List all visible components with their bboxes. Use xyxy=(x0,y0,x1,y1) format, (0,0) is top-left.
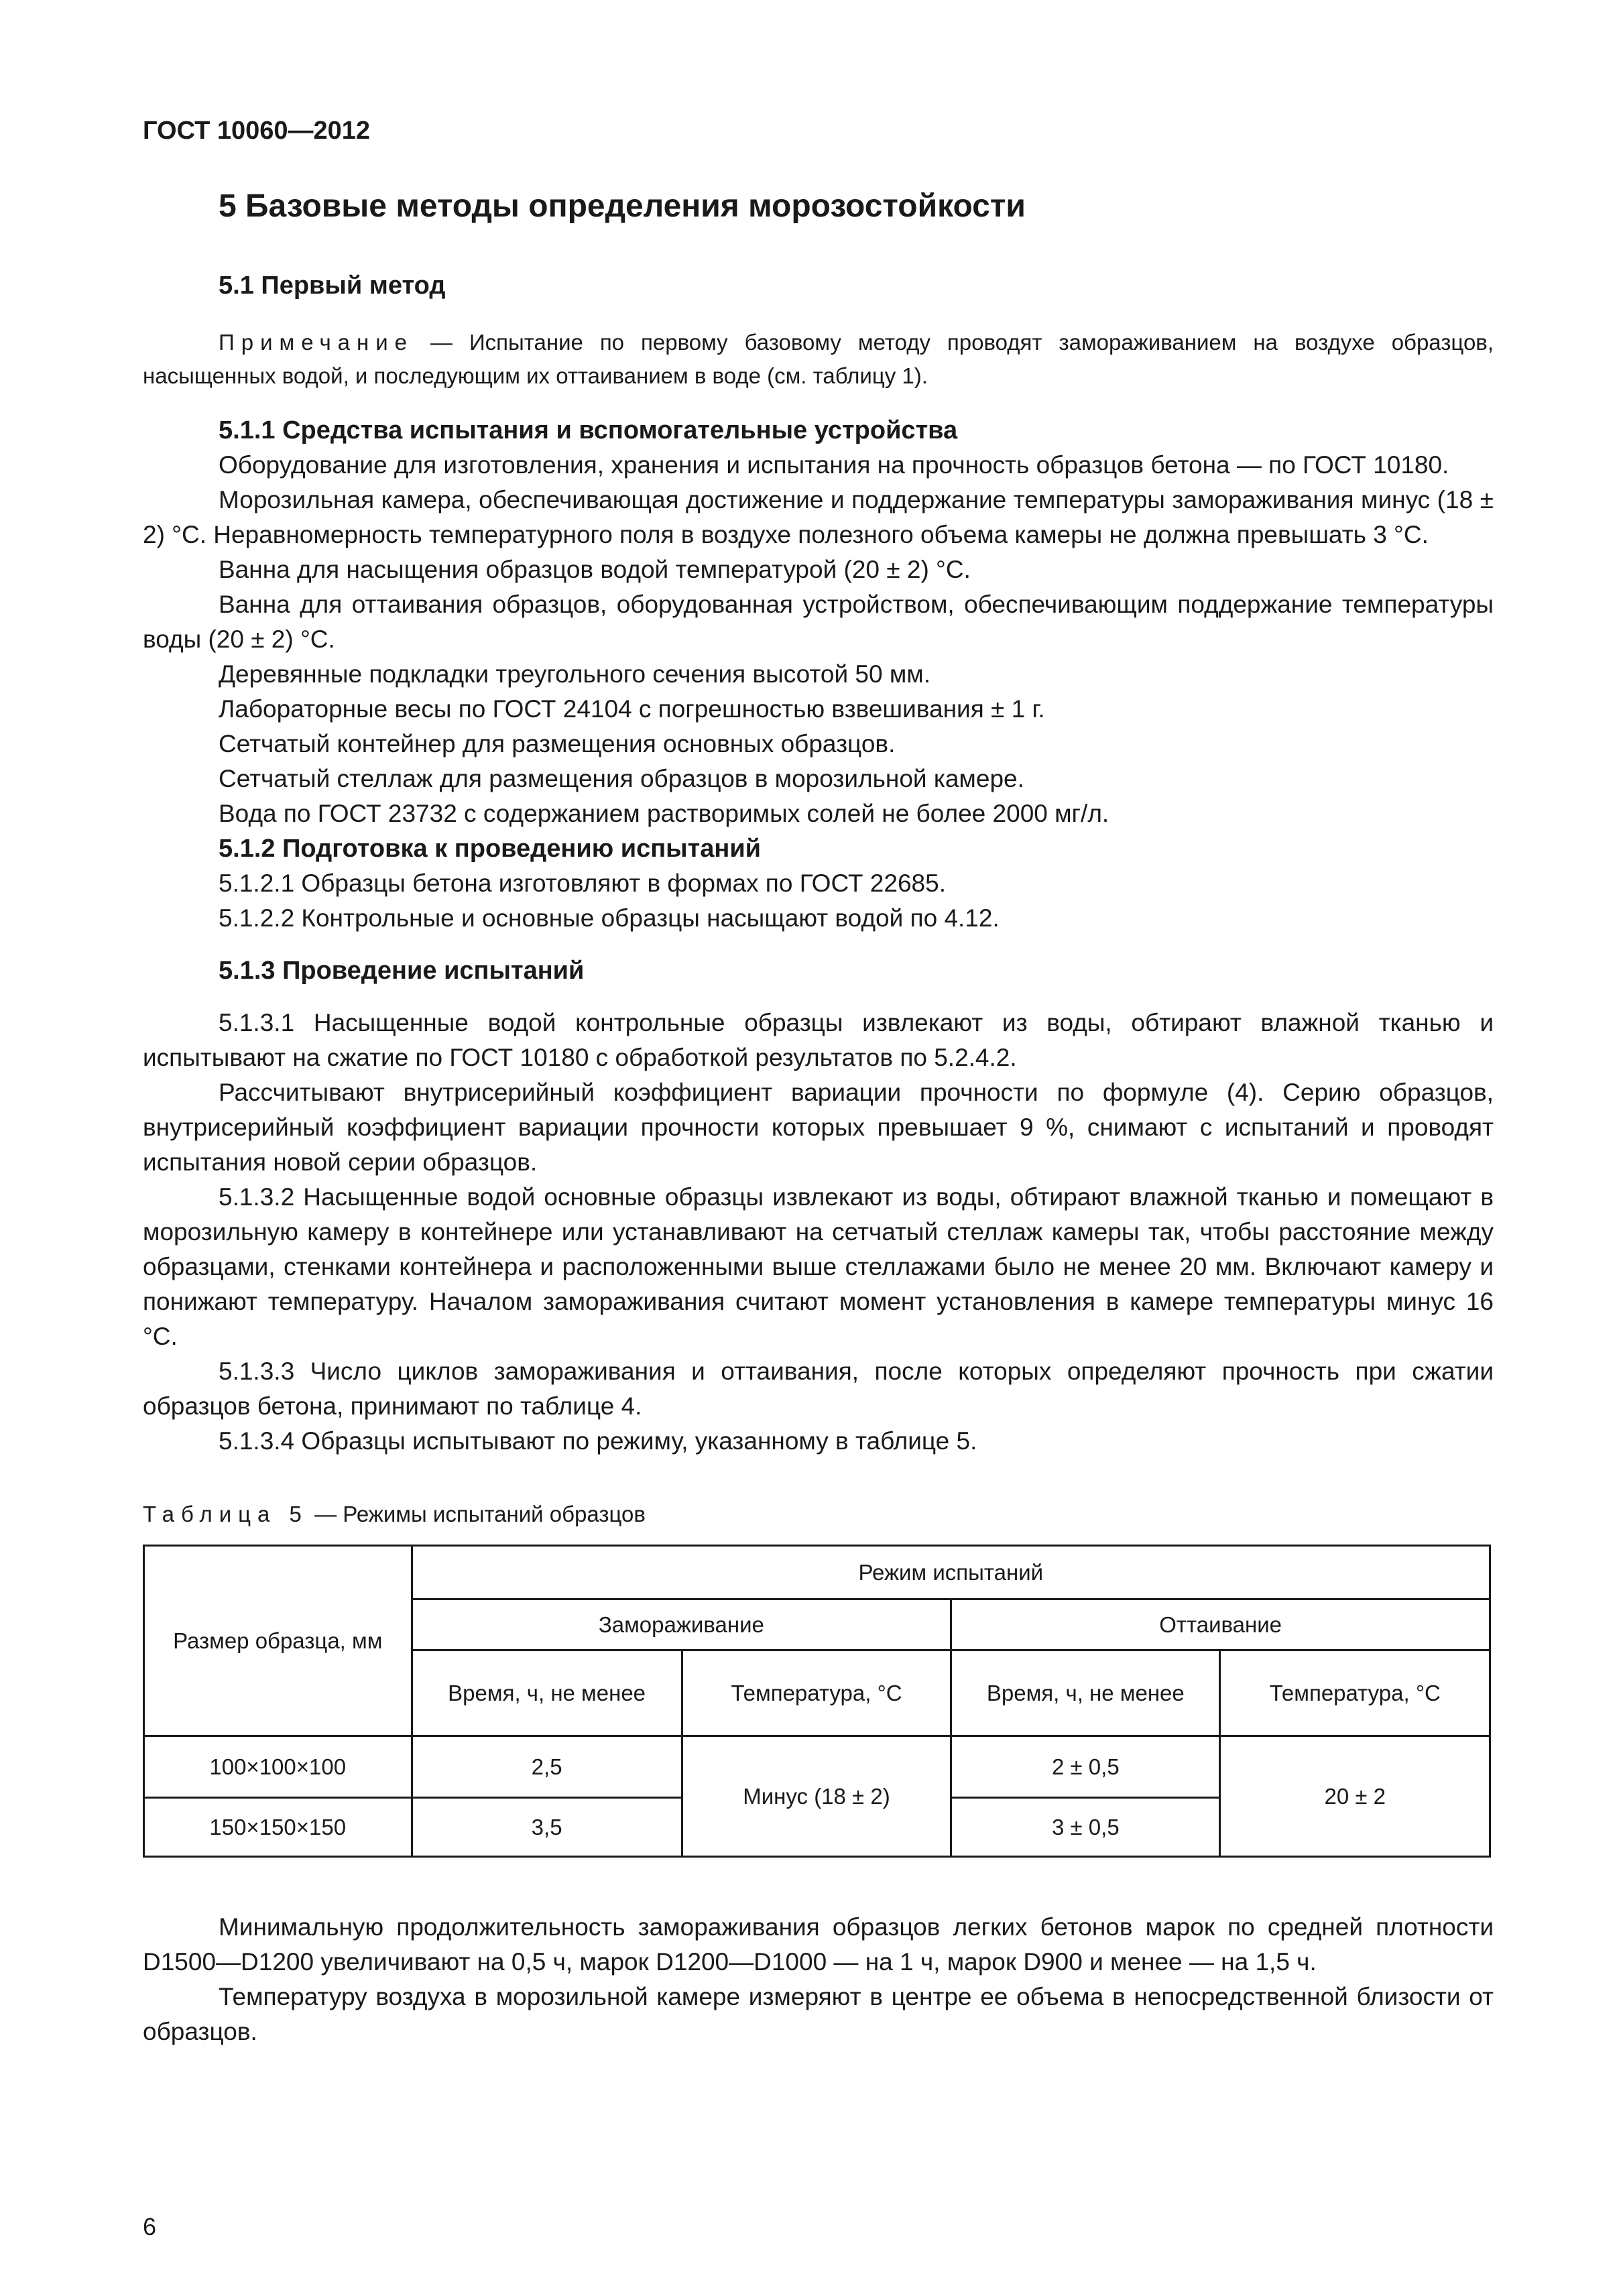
subsection-title: 5.1 Первый метод xyxy=(219,271,446,300)
header-mode: Режим испытаний xyxy=(412,1546,1490,1599)
paragraph: 5.1.3.3 Число циклов замораживания и оттаивания, после которых определяют прочность при сжатии образцов бетона, принимают по таблице 4. xyxy=(143,1357,1494,1420)
note xyxy=(143,326,1494,393)
header-thaw: Оттаивание xyxy=(951,1599,1490,1650)
paragraph: Рассчитывают внутрисерийный коэффициент вариации прочности по формуле (4). Серию образцов, внутрисерийный коэффициент вариации прочности которых превышает 9 %, снимают с испытаний и проводят испытания новой серии образцов. xyxy=(143,1079,1494,1176)
table-caption xyxy=(143,1499,1494,1530)
cell-freeze-temp: Минус (18 ± 2) xyxy=(682,1736,951,1857)
cell-thaw-time: 3 ± 0,5 xyxy=(951,1798,1220,1857)
header-thaw-time: Время, ч, не менее xyxy=(951,1650,1220,1736)
header-freeze-time: Время, ч, не менее xyxy=(412,1650,682,1736)
paragraph: Температуру воздуха в морозильной камере измеряют в центре ее объема в непосредственной близости от образцов. xyxy=(143,1983,1494,2045)
table-caption-text: — Режимы испытаний образцов xyxy=(308,1502,646,1526)
header-size: Размер образца, мм xyxy=(144,1546,412,1736)
paragraph: 5.1.2.1 Образцы бетона изготовляют в формах по ГОСТ 22685. xyxy=(219,869,946,897)
heading-5-1-2: 5.1.2 Подготовка к проведению испытаний xyxy=(219,835,762,863)
table-caption-label: Таблица 5 xyxy=(143,1502,308,1526)
document-id: ГОСТ 10060—2012 xyxy=(143,117,371,145)
table-5 xyxy=(143,1545,1491,1858)
paragraph: Деревянные подкладки треугольного сечения высотой 50 мм. xyxy=(219,660,931,688)
paragraph: Лабораторные весы по ГОСТ 24104 с погрешностью взвешивания ± 1 г. xyxy=(219,695,1045,723)
note-text: — Испытание по первому базовому методу проводят замораживанием на воздухе образцов, насыщенных водой, и последующим их оттаиванием в воде (см. таблицу 1). xyxy=(143,330,1494,388)
header-thaw-temp: Температура, °С xyxy=(1220,1650,1490,1736)
paragraph: Оборудование для изготовления, хранения и испытания на прочность образцов бетона — по ГОСТ 10180. xyxy=(219,451,1449,479)
cell-thaw-temp: 20 ± 2 xyxy=(1220,1736,1490,1857)
heading-5-1-1: 5.1.1 Средства испытания и вспомогательные устройства xyxy=(219,416,958,444)
cell-freeze-time: 3,5 xyxy=(412,1798,682,1857)
cell-thaw-time: 2 ± 0,5 xyxy=(951,1736,1220,1798)
paragraph: 5.1.3.2 Насыщенные водой основные образцы извлекают из воды, обтирают влажной тканью и помещают в морозильную камеру в контейнере или устанавливают на сетчатый стеллаж камеры так, чтобы расстояние между образцами, стенками контейнера и расположенными выше стеллажами было не менее 20 мм. Включают камеру и понижают температуру. Началом замораживания считают момент установления в камере температуры минус 16 °С. xyxy=(143,1183,1494,1350)
paragraph: Минимальную продолжительность замораживания образцов легких бетонов марок по средней плотности D1500—D1200 увеличивают на 0,5 ч, марок D1200—D1000 — на 1 ч, марок D900 и менее — на 1,5 ч. xyxy=(143,1913,1494,1976)
document-page xyxy=(143,114,1494,2049)
page-number: 6 xyxy=(143,2213,157,2240)
cell-size: 100×100×100 xyxy=(144,1736,412,1798)
paragraph: 5.1.2.2 Контрольные и основные образцы насыщают водой по 4.12. xyxy=(219,904,1000,932)
paragraph: Сетчатый контейнер для размещения основных образцов. xyxy=(219,730,896,758)
paragraph: Ванна для оттаивания образцов, оборудованная устройством, обеспечивающим поддержание температуры воды (20 ± 2) °С. xyxy=(143,591,1494,653)
paragraph: Сетчатый стеллаж для размещения образцов в морозильной камере. xyxy=(219,765,1024,792)
paragraph: 5.1.3.4 Образцы испытывают по режиму, указанному в таблице 5. xyxy=(219,1427,977,1455)
cell-size: 150×150×150 xyxy=(144,1798,412,1857)
header-freeze-temp: Температура, °С xyxy=(682,1650,951,1736)
header-freeze: Замораживание xyxy=(412,1599,951,1650)
paragraph: 5.1.3.1 Насыщенные водой контрольные образцы извлекают из воды, обтирают влажной тканью и испытывают на сжатие по ГОСТ 10180 с обработкой результатов по 5.2.4.2. xyxy=(143,1009,1494,1071)
paragraph: Ванна для насыщения образцов водой температурой (20 ± 2) °С. xyxy=(219,556,971,583)
paragraph: Вода по ГОСТ 23732 с содержанием растворимых солей не более 2000 мг/л. xyxy=(219,800,1109,827)
cell-freeze-time: 2,5 xyxy=(412,1736,682,1798)
heading-5-1-3: 5.1.3 Проведение испытаний xyxy=(219,957,585,985)
section-title: 5 Базовые методы определения морозостойкости xyxy=(219,188,1026,224)
note-label: Примечание xyxy=(219,330,414,355)
paragraph: Морозильная камера, обеспечивающая достижение и поддержание температуры замораживания минус (18 ± 2) °С. Неравномерность температурного поля в воздухе полезного объема камеры не должна превышать 3 °С. xyxy=(143,486,1494,548)
